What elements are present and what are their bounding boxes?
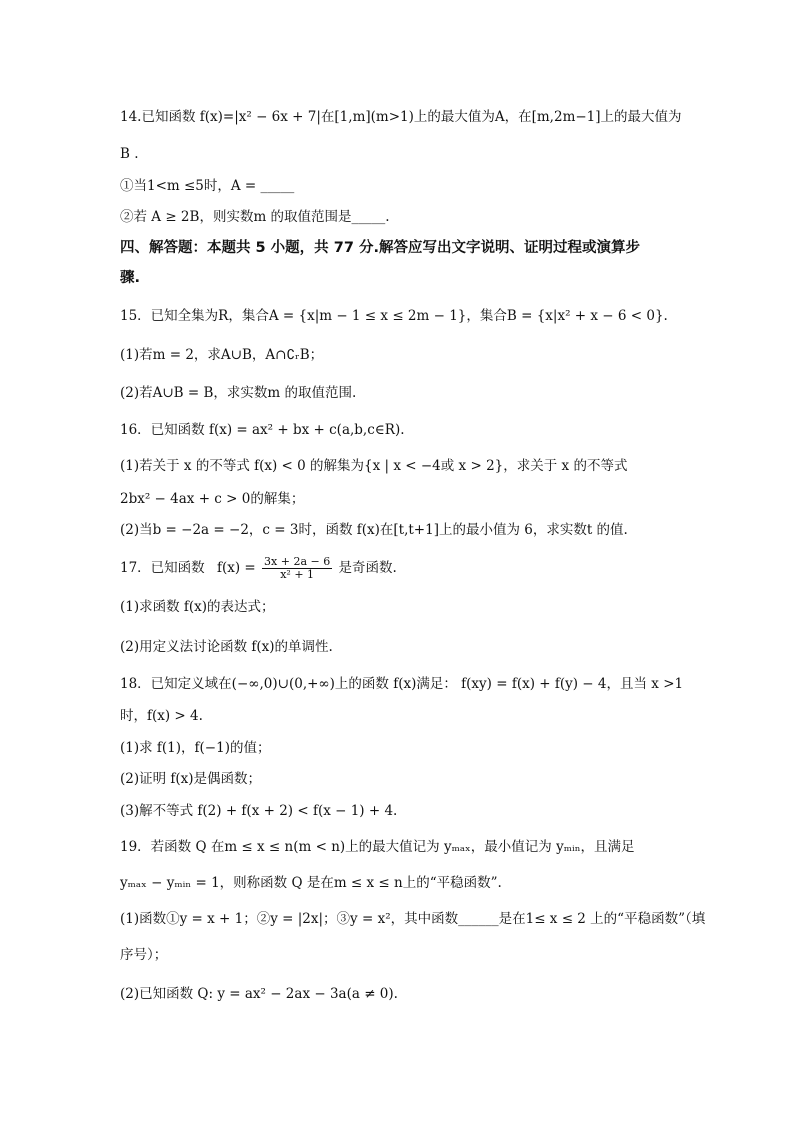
q14-part2: ②若 A ≥ 2B，则实数m 的取值范围是_____. [120, 209, 390, 225]
q17-suffix: 是奇函数. [338, 560, 397, 576]
section-heading: 四、解答题：本题共 5 小题，共 77 分.解答应写出文字说明、证明过程或演算步 [120, 240, 640, 256]
q15-part2: (2)若A∪B = B，求实数m 的取值范围. [120, 385, 357, 401]
q17-prefix: 17．已知函数 [120, 560, 205, 576]
q17-part1: (1)求函数 f(x)的表达式； [120, 599, 275, 615]
q15-part1: (1)若m = 2，求A∪B，A∩∁ᵣB； [120, 347, 324, 363]
q19-stem2: yₘₐₓ − yₘᵢₙ = 1，则称函数 Q 是在m ≤ x ≤ n上的“平稳函数”. [120, 875, 502, 891]
q18-stem1: 18．已知定义域在(−∞,0)∪(0,+∞)上的函数 f(x)满足： f(xy) = f(x) + f(y) − 4，且当 x >1 [120, 676, 684, 692]
q18-stem2: 时，f(x) > 4. [120, 708, 203, 724]
q16-stem: 16．已知函数 f(x) = ax² + bx + c(a,b,c∈R). [120, 422, 405, 438]
q14-line2: B . [120, 146, 139, 162]
q17-denominator: x² + 1 [280, 568, 315, 581]
section-heading-cont: 骤. [120, 270, 141, 286]
q17-fraction [262, 556, 332, 581]
q19-part2: (2)已知函数 Q: y = ax² − 2ax − 3a(a ≠ 0). [120, 986, 398, 1002]
q14-line1: 14.已知函数 f(x)=|x² − 6x + 7|在[1,m](m>1)上的最大值为A，在[m,2m−1]上的最大值为 [120, 109, 682, 125]
q16-part1b: 2bx² − 4ax + c > 0的解集； [120, 491, 305, 507]
q17-stem [120, 556, 684, 582]
q19-part1b: 序号）； [120, 947, 168, 963]
q19-part1a: (1)函数①y = x + 1；②y = |2x|；③y = x²，其中函数______是在1≤ x ≤ 2 上的“平稳函数”（填 [120, 911, 706, 927]
q19-stem1: 19．若函数 Q 在m ≤ x ≤ n(m < n)上的最大值记为 yₘₐₓ，最小值记为 yₘᵢₙ，且满足 [120, 839, 635, 855]
q16-part2: (2)当b = −2a = −2，c = 3时，函数 f(x)在[t,t+1]上的最小值为 6，求实数t 的值. [120, 522, 628, 538]
q14-part1: ①当1<m ≤5时，A = _____ [120, 178, 295, 194]
q17-numerator: 3x + 2a − 6 [264, 555, 331, 568]
q18-part2: (2)证明 f(x)是偶函数； [120, 771, 262, 787]
q16-part1a: (1)若关于 x 的不等式 f(x) < 0 的解集为{x | x < −4或 x > 2}，求关于 x 的不等式 [120, 458, 628, 474]
q15-stem: 15．已知全集为R，集合A = {x|m − 1 ≤ x ≤ 2m − 1}，集合B = {x|x² + x − 6 < 0}. [120, 308, 668, 324]
q18-part1: (1)求 f(1)，f(−1)的值； [120, 740, 271, 756]
q17-fx: f(x) = [216, 560, 256, 576]
q18-part3: (3)解不等式 f(2) + f(x + 2) < f(x − 1) + 4. [120, 803, 398, 819]
q17-part2: (2)用定义法讨论函数 f(x)的单调性. [120, 639, 333, 655]
